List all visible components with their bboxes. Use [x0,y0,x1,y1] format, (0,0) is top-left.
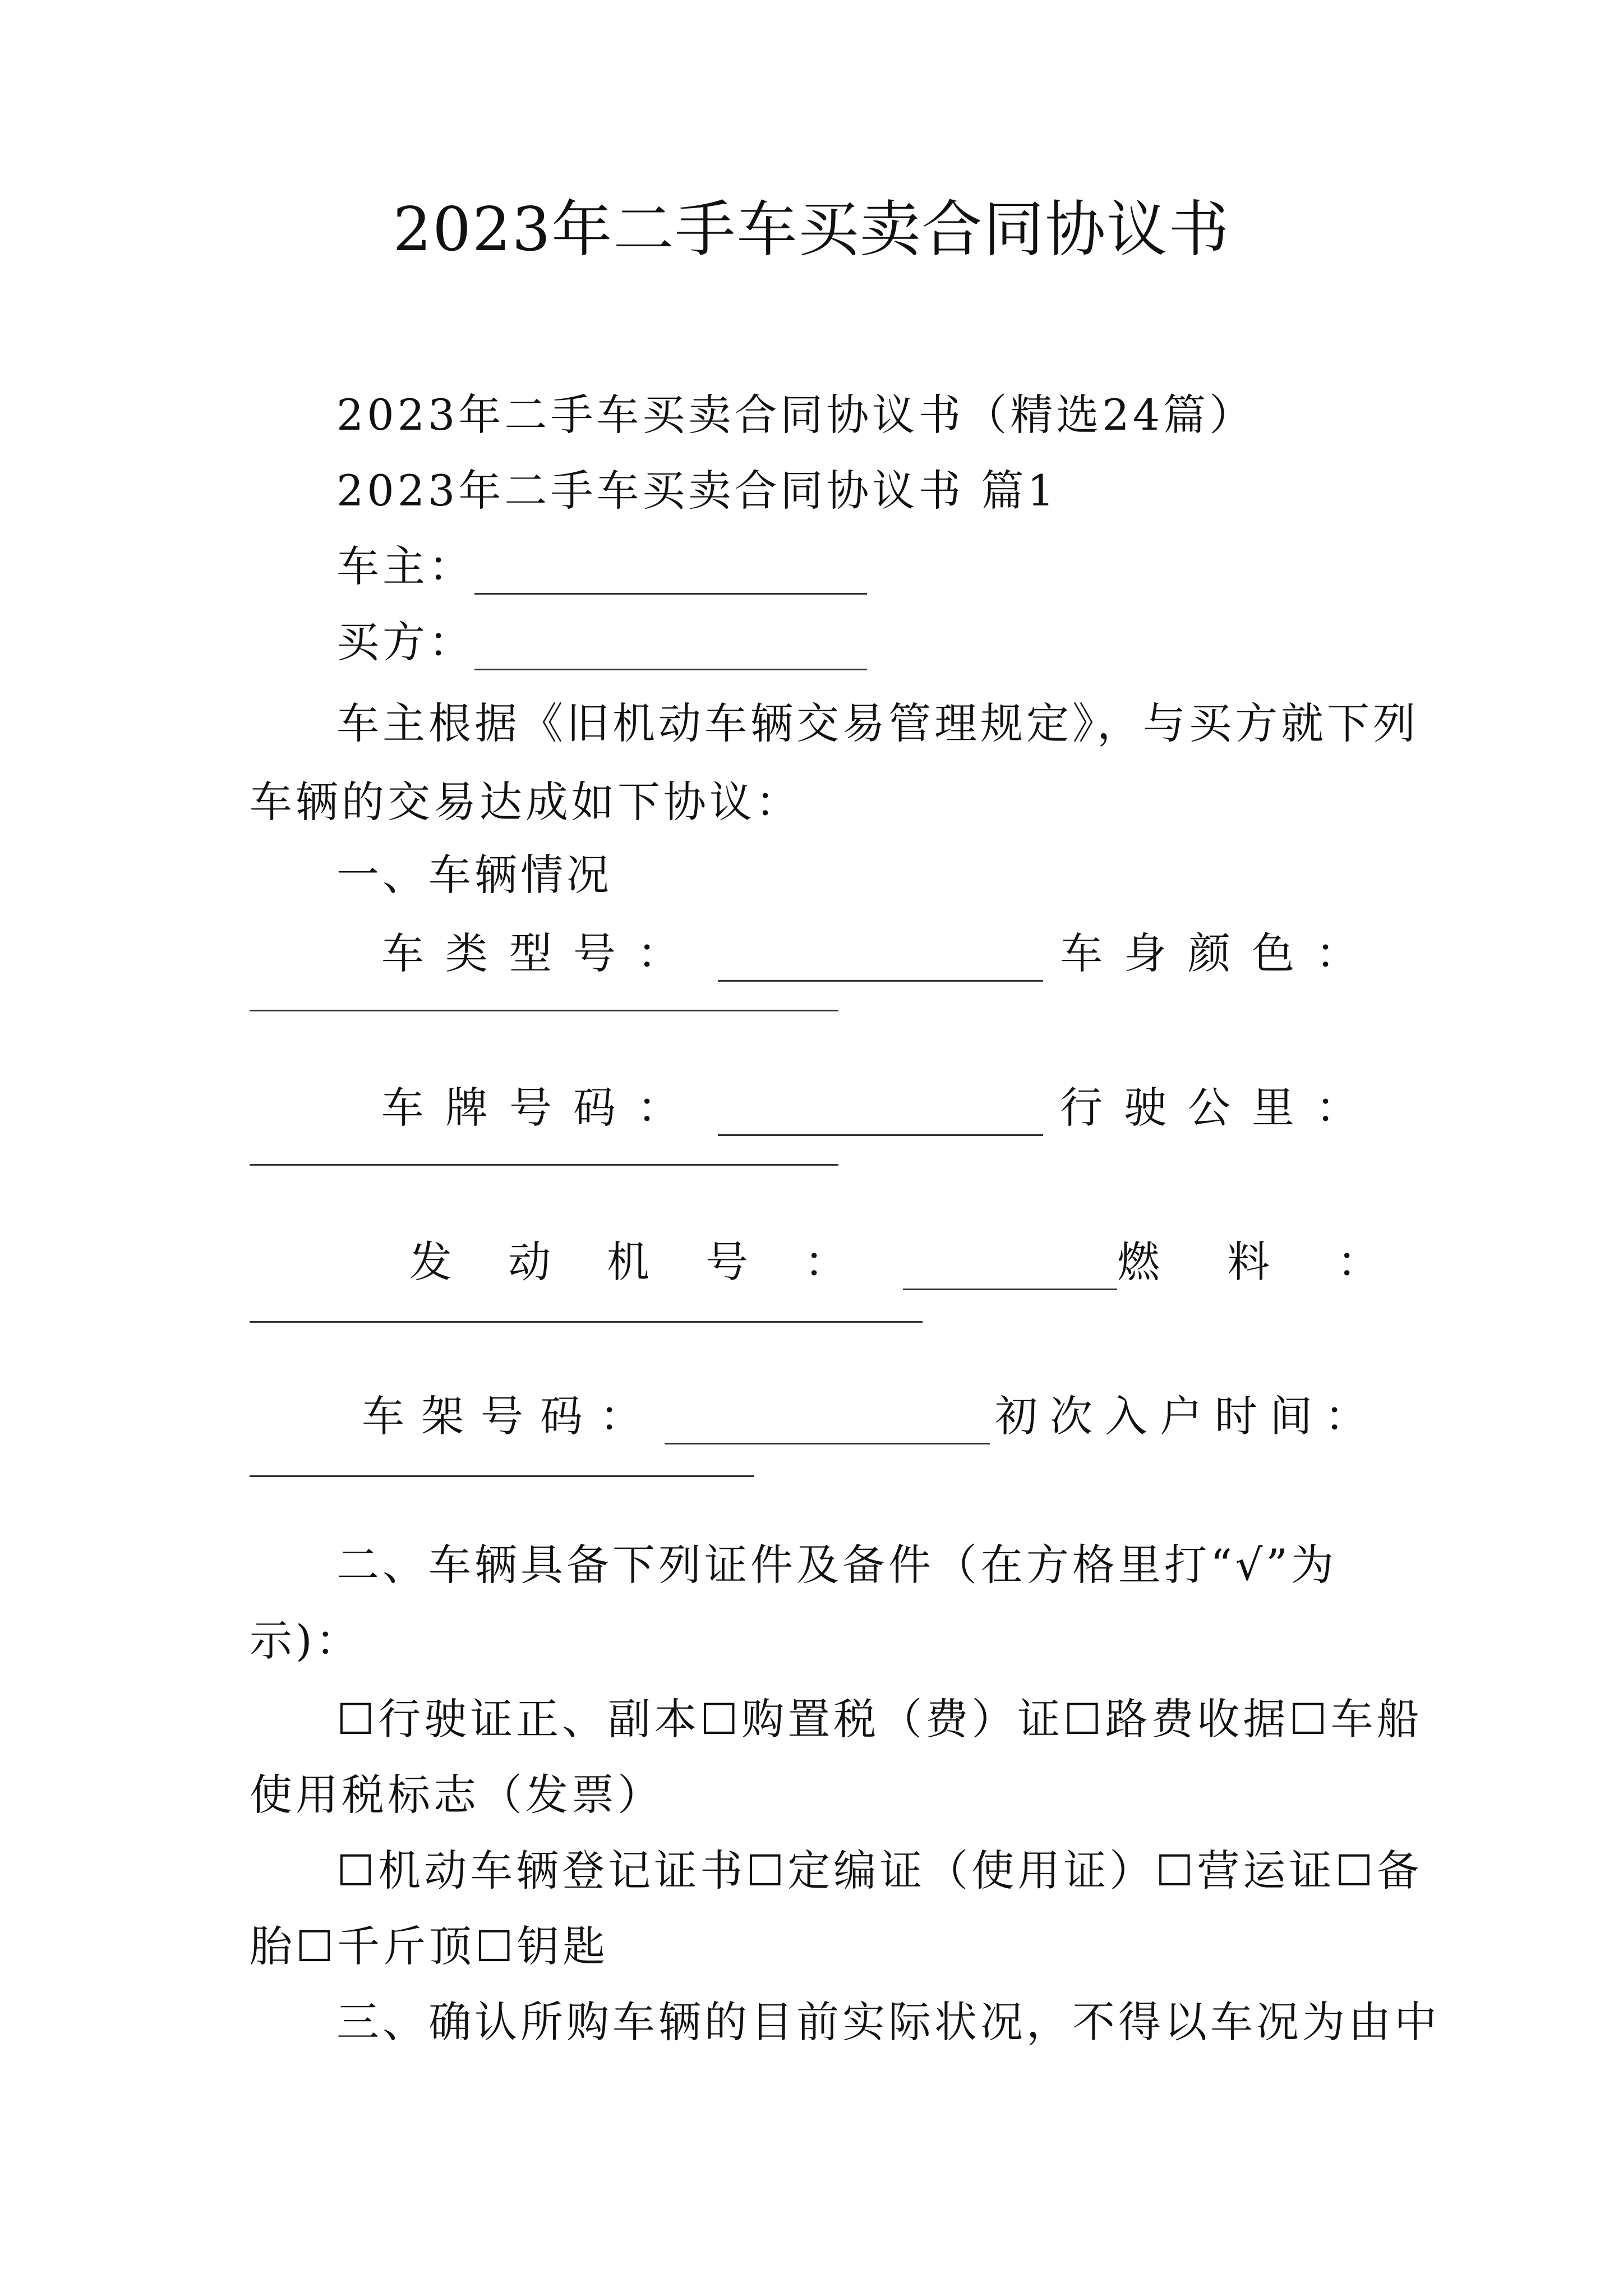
fuel-field[interactable] [250,1321,923,1323]
buyer-row [336,614,867,670]
field-row-plate-mileage [381,1080,1380,1136]
buyer-label: 买方： [336,617,474,667]
mileage-field[interactable] [250,1164,838,1166]
plate-number-field[interactable] [718,1095,1043,1136]
engine-number-field[interactable] [903,1249,1117,1290]
owner-label: 车主： [336,541,474,591]
mileage-label: 行驶公里： [1060,1083,1380,1133]
owner-field[interactable] [474,554,867,595]
part3-line-1: 三、确认所购车辆的目前实际状况，不得以车况为由中 [336,1997,1440,2047]
documents-line-1: ☐行驶证正、副本☐购置税（费）证☐路费收据☐车船 [336,1694,1423,1744]
frame-number-label: 车架号码： [362,1391,659,1441]
first-registration-label: 初次入户时间： [995,1391,1380,1441]
intro-line-2: 车辆的交易达成如下协议： [250,777,801,827]
body-color-label: 车身颜色： [1060,928,1380,978]
first-registration-field[interactable] [250,1475,754,1477]
subtitle: 2023年二手车买卖合同协议书（精选24篇） [336,390,1256,440]
section-heading: 2023年二手车买卖合同协议书 篇1 [336,466,1058,516]
documents-line-3: ☐机动车辆登记证书☐定编证（使用证）☐营运证☐备 [336,1846,1423,1895]
vehicle-model-field[interactable] [718,941,1043,982]
field-row-frame-registration [362,1388,1380,1444]
part2-line-2: 示)： [250,1616,362,1665]
documents-line-2: 使用税标志（发票） [250,1770,663,1820]
documents-line-4: 胎☐千斤顶☐钥匙 [250,1921,609,1971]
intro-line-1: 车主根据《旧机动车辆交易管理规定》，与买方就下列 [336,698,1419,748]
part2-line-1: 二、车辆具备下列证件及备件（在方格里打“√”为 [336,1540,1338,1590]
plate-number-label: 车牌号码： [381,1083,701,1133]
field-row-model-color [381,926,1380,982]
buyer-field[interactable] [474,629,867,670]
engine-number-label: 发动机号： [409,1237,903,1287]
part1-heading: 一、车辆情况 [336,850,612,900]
vehicle-model-label: 车类型号： [381,928,701,978]
document-title: 2023年二手车买卖合同协议书 [393,195,1230,265]
owner-row [336,539,867,595]
field-row-engine-fuel [409,1234,1447,1290]
frame-number-field[interactable] [665,1404,990,1444]
fuel-label: 燃料： [1117,1237,1447,1287]
body-color-field[interactable] [250,1010,838,1011]
